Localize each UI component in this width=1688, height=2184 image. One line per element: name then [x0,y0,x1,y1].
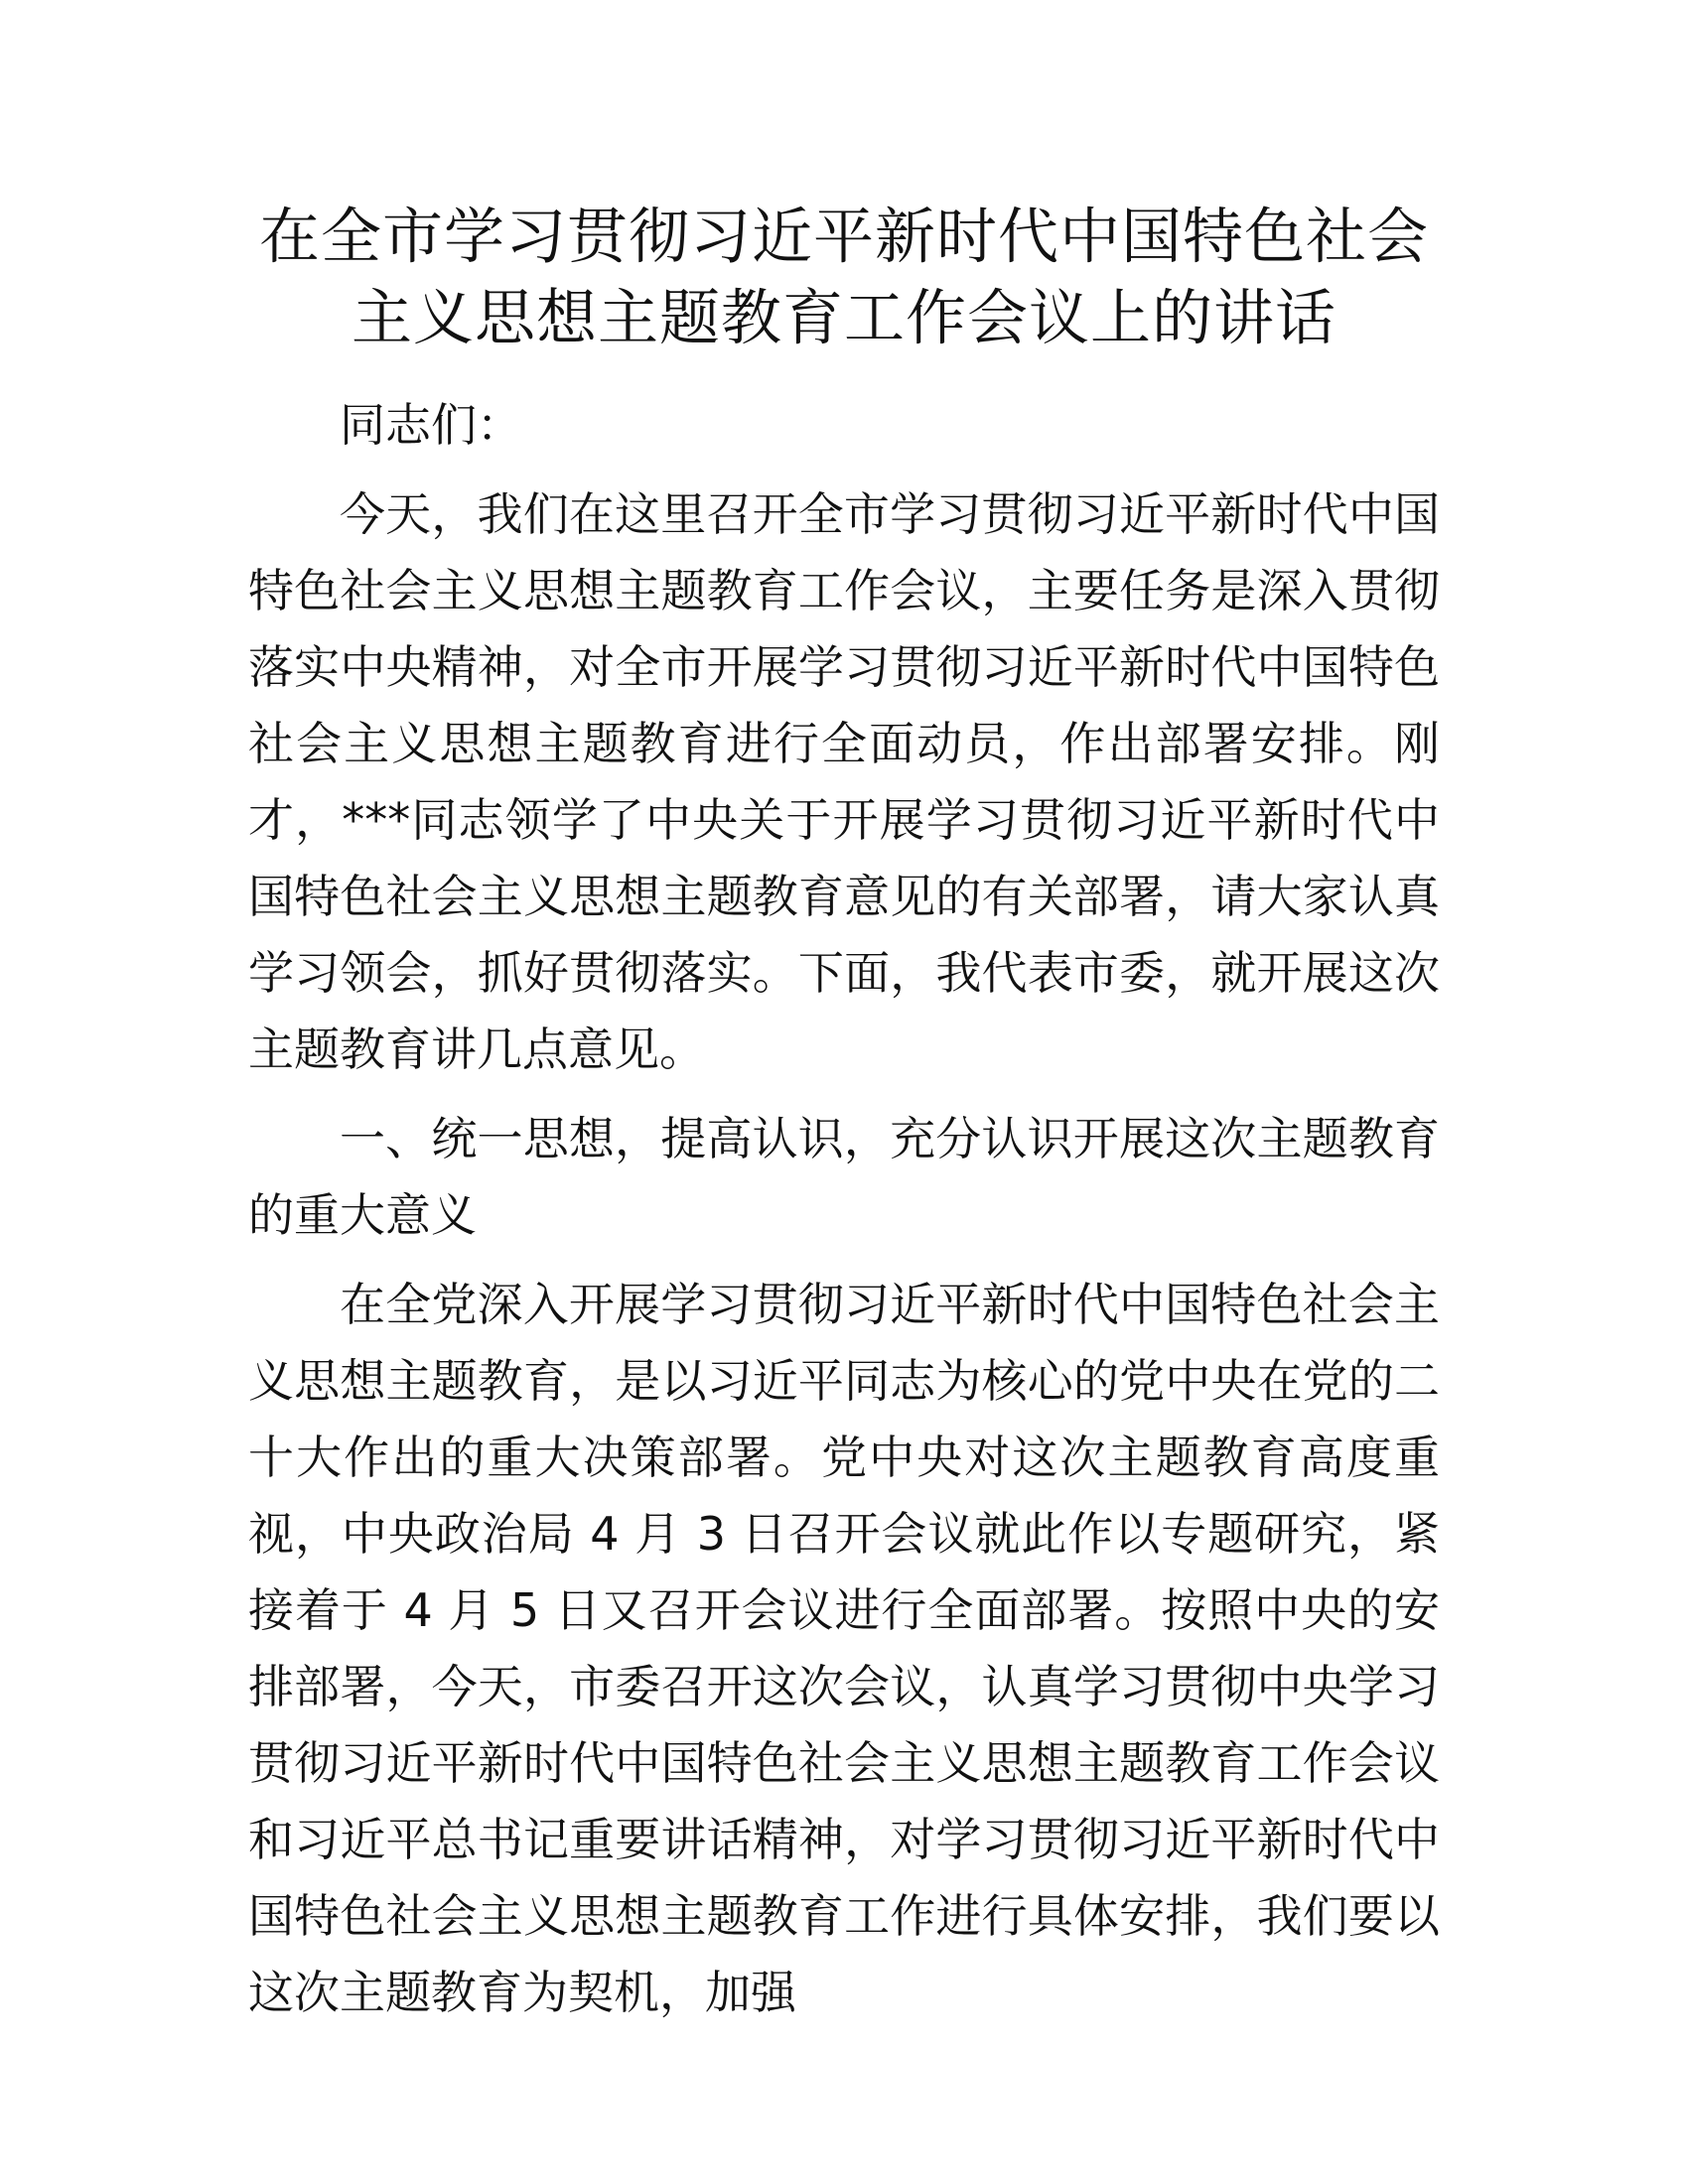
document-title: 在全市学习贯彻习近平新时代中国特色社会主义思想主题教育工作会议上的讲话 [258,202,1429,353]
paragraph-intro: 今天，我们在这里召开全市学习贯彻习近平新时代中国特色社会主义思想主题教育工作会议，主要任务是深入贯彻落实中央精神，对全市开展学习贯彻习近平新时代中国特色社会主义思想主题教育进行全面动员，作出部署安排。刚才，***同志领学了中央关于开展学习贯彻习近平新时代中国特色社会主义思想主题教育意见的有关部署，请大家认真学习领会，抓好贯彻落实。下面，我代表市委，就开展这次主题教育讲几点意见。 [248,487,1440,1076]
salutation: 同志们： [340,398,522,452]
document-body [248,387,1440,2044]
section-heading-1: 一、统一思想，提高认识，充分认识开展这次主题教育的重大意义 [248,1112,1440,1242]
paragraph-significance: 在全党深入开展学习贯彻习近平新时代中国特色社会主义思想主题教育，是以习近平同志为核心的党中央在党的二十大作出的重大决策部署。党中央对这次主题教育高度重视，中央政治局 4 月 3 日召开会议就此作以专题研究，紧接着于 4 月 5 日又召开会议进行全面部署。按照中央的安排部署，今天，市委召开这次会议，认真学习贯彻中央学习贯彻习近平新时代中国特色社会主义思想主题教育工作会议和习近平总书记重要讲话精神，对学习贯彻习近平新时代中国特色社会主义思想主题教育工作进行具体安排，我们要以这次主题教育为契机，加强 [248,1278,1440,2019]
